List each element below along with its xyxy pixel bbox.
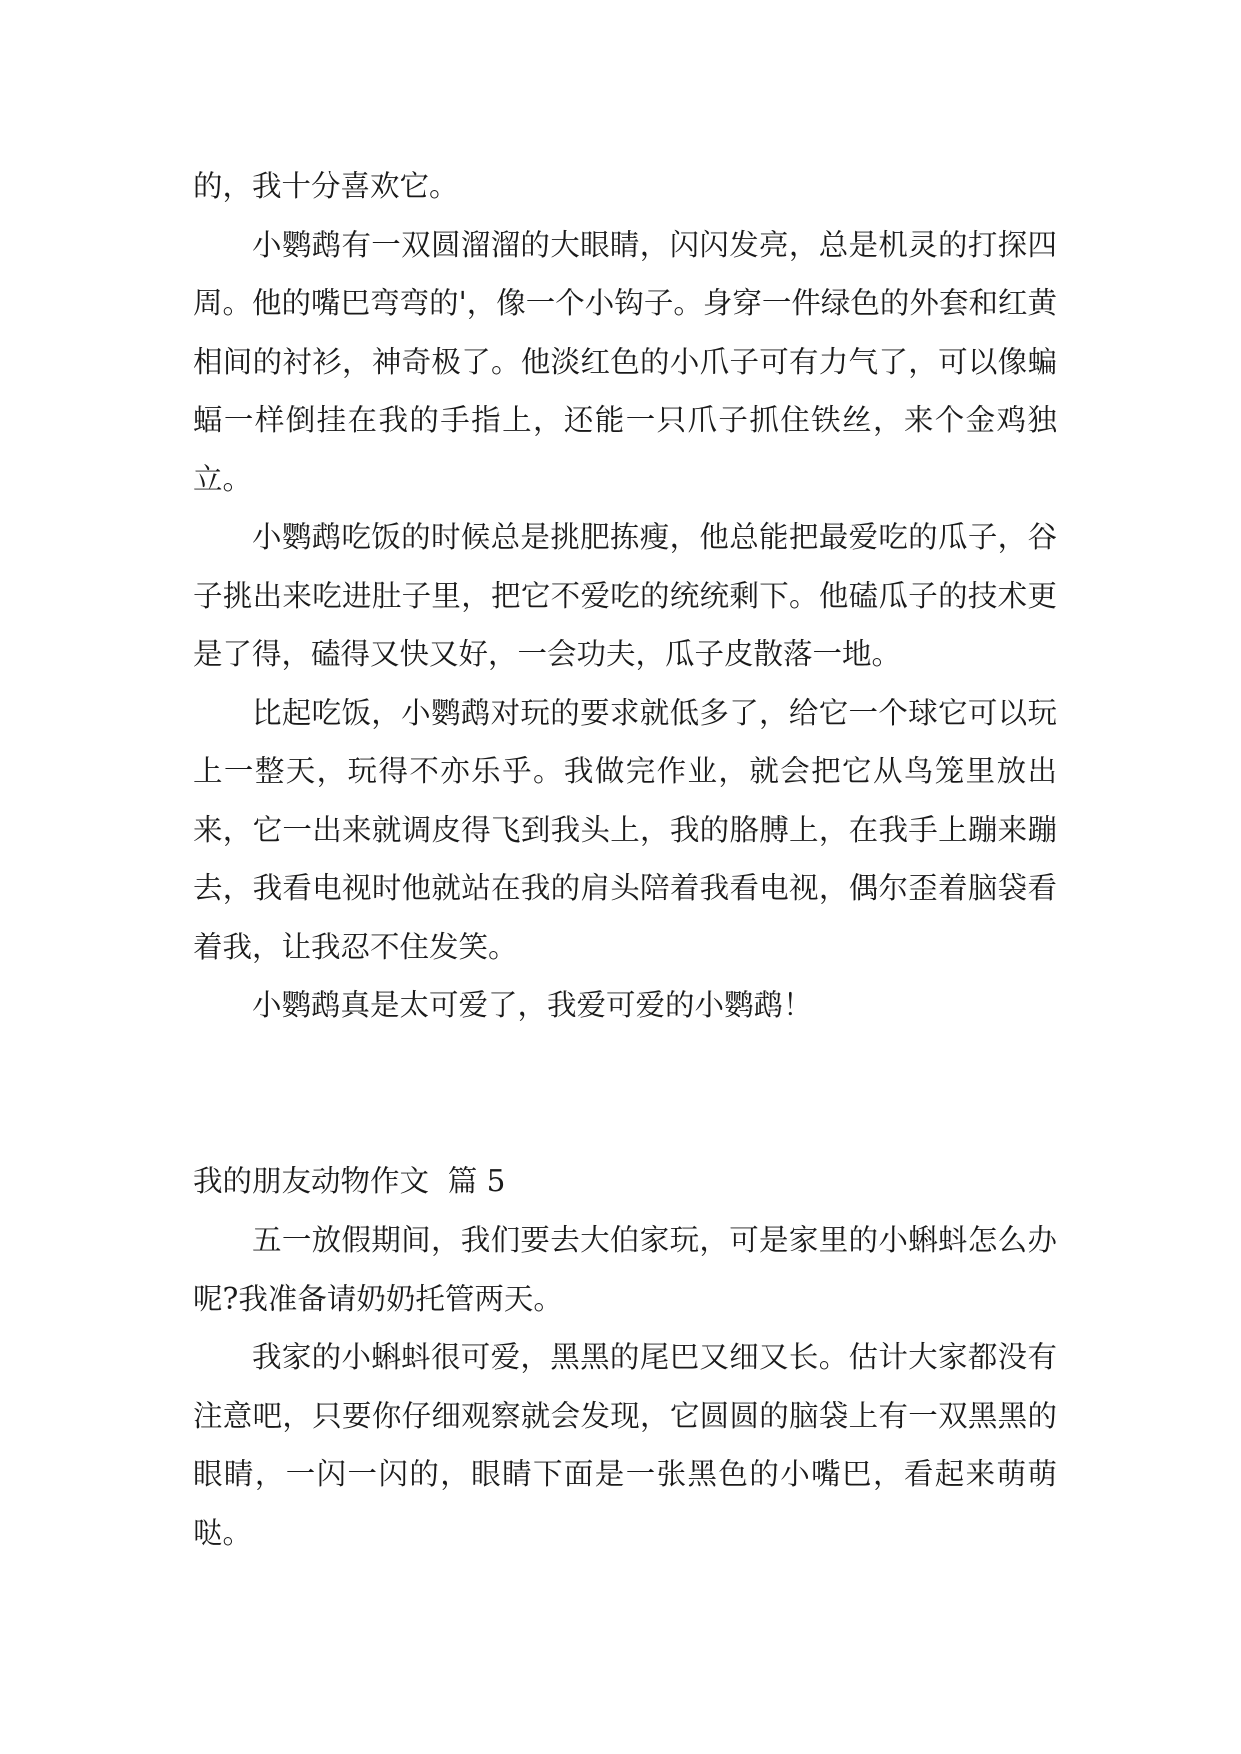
paragraph-parrot-eating: 小鹦鹉吃饭的时候总是挑肥拣瘦，他总能把最爱吃的瓜子，谷子挑出来吃进肚子里，把它不爱吃的统统剩下。他磕瓜子的技术更是了得，磕得又快又好，一会功夫，瓜子皮散落一地。 — [193, 520, 1057, 671]
paragraph-parrot-playing: 比起吃饭，小鹦鹉对玩的要求就低多了，给它一个球它可以玩上一整天，玩得不亦乐乎。我做完作业，就会把它从鸟笼里放出来，它一出来就调皮得飞到我头上，我的胳膊上，在我手上蹦来蹦去，我看电视时他就站在我的肩头陪着我看电视，偶尔歪着脑袋看着我，让我忍不住发笑。 — [193, 695, 1057, 964]
essay-section-4-body — [193, 157, 1057, 1035]
paragraph-tadpole-appearance: 我家的小蝌蚪很可爱，黑黑的尾巴又细又长。估计大家都没有注意吧，只要你仔细观察就会发现，它圆圆的脑袋上有一双黑黑的眼睛，一闪一闪的，眼睛下面是一张黑色的小嘴巴，看起来萌萌哒。 — [193, 1340, 1057, 1550]
paragraph-continuation: 的，我十分喜欢它。 — [193, 169, 459, 203]
essay-section-5-heading: 我的朋友动物作文 篇 5 — [193, 1164, 506, 1198]
essay-section-5-body — [193, 1211, 1057, 1562]
paragraph-parrot-conclusion: 小鹦鹉真是太可爱了，我爱可爱的小鹦鹉！ — [252, 988, 813, 1022]
paragraph-may-day-holiday: 五一放假期间，我们要去大伯家玩，可是家里的小蝌蚪怎么办呢?我准备请奶奶托管两天。 — [193, 1223, 1057, 1316]
paragraph-parrot-appearance: 小鹦鹉有一双圆溜溜的大眼睛，闪闪发亮，总是机灵的打探四周。他的嘴巴弯弯的'，像一个小钩子。身穿一件绿色的外套和红黄相间的衬衫，神奇极了。他淡红色的小爪子可有力气了，可以像蝙蝠一样倒挂在我的手指上，还能一只爪子抓住铁丝，来个金鸡独立。 — [193, 227, 1057, 496]
